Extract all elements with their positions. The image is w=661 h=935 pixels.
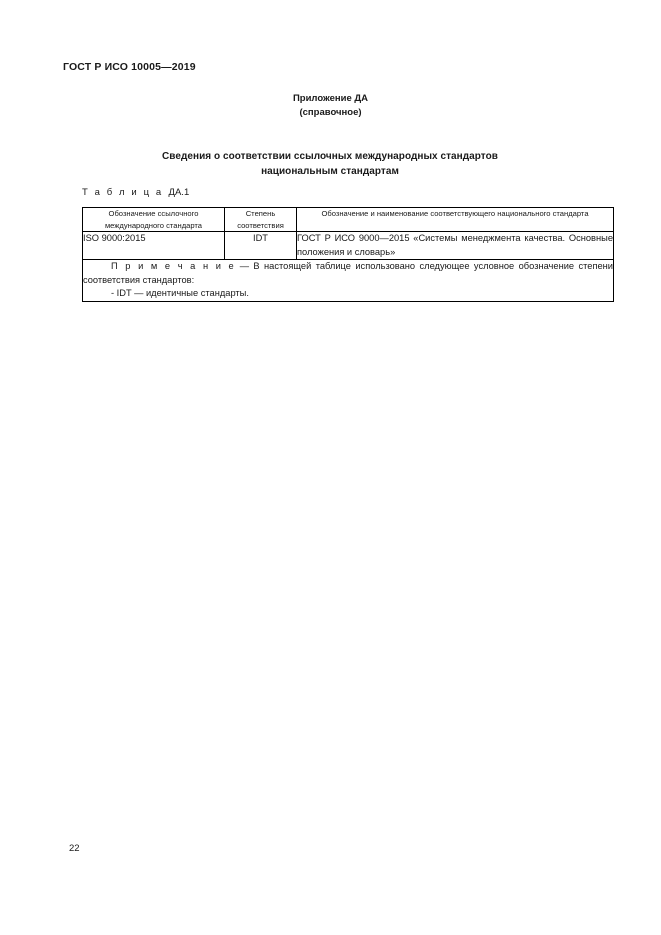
table-caption bbox=[82, 187, 189, 198]
annex-subtitle: (справочное) bbox=[299, 107, 362, 118]
table-header-conformity-degree: Степень соответствия bbox=[225, 208, 297, 232]
table-note-row bbox=[83, 260, 614, 302]
table-note bbox=[83, 260, 614, 302]
running-header: ГОСТ Р ИСО 10005—2019 bbox=[63, 61, 196, 73]
table-caption-label: Т а б л и ц а bbox=[82, 187, 164, 198]
cell-national-standard: ГОСТ Р ИСО 9000—2015 «Системы менеджмента качества. Основные положения и словарь» bbox=[297, 232, 614, 260]
correspondence-table bbox=[82, 207, 614, 302]
table-header-row bbox=[83, 208, 614, 232]
table-note-label: П р и м е ч а н и е bbox=[111, 261, 236, 271]
table-note-paragraph bbox=[83, 260, 613, 287]
table-header-national-standard: Обозначение и наименование соответствующего национального стандарта bbox=[297, 208, 614, 232]
section-heading bbox=[80, 149, 580, 179]
cell-conformity-degree: IDT bbox=[225, 232, 297, 260]
section-heading-line-2: национальным стандартам bbox=[261, 166, 399, 177]
cell-reference-standard: ISO 9000:2015 bbox=[83, 232, 225, 260]
table-note-item: - IDT — идентичные стандарты. bbox=[111, 288, 249, 299]
annex-heading-block bbox=[0, 92, 661, 120]
page-number: 22 bbox=[69, 843, 80, 854]
table-caption-number: ДА.1 bbox=[168, 187, 190, 198]
table-header-reference-standard: Обозначение ссылочного международного стандарта bbox=[83, 208, 225, 232]
section-heading-line-1: Сведения о соответствии ссылочных международных стандартов bbox=[162, 151, 498, 162]
table-note-body: — В настоящей таблице использовано следующее условное обозначение степени соответствия стандартов: bbox=[83, 261, 613, 285]
table-row bbox=[83, 232, 614, 260]
annex-title: Приложение ДА bbox=[292, 93, 369, 104]
